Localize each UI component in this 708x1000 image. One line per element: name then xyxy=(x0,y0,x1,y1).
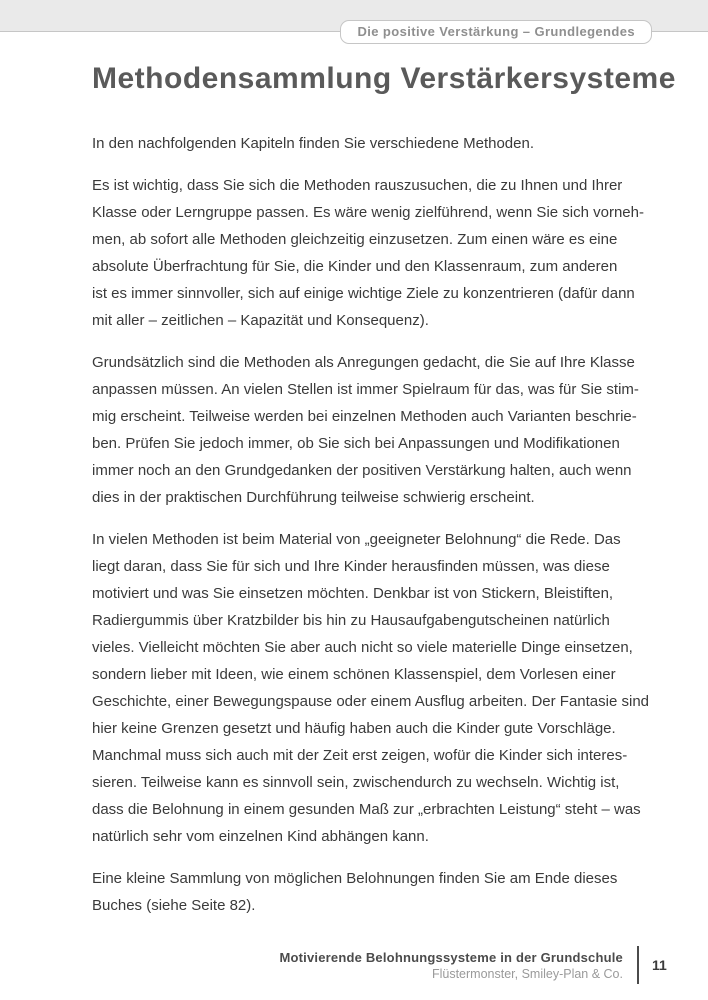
paragraph xyxy=(92,130,634,157)
text-line: Klasse oder Lerngruppe passen. Es wäre wenig zielführend, wenn Sie sich vorneh- xyxy=(92,204,644,221)
paragraph xyxy=(92,526,649,850)
text-line: hier keine Grenzen gesetzt und häufig haben auch die Kinder gute Vorschläge. xyxy=(92,720,616,737)
text-line: In den nachfolgenden Kapiteln finden Sie verschiedene Methoden. xyxy=(92,135,534,152)
chapter-tab-label: Die positive Verstärkung – Grundlegendes xyxy=(357,24,635,39)
text-line: dies in der praktischen Durchführung teilweise schwierig erscheint. xyxy=(92,489,535,506)
text-line: Buches (siehe Seite 82). xyxy=(92,897,256,914)
paragraph xyxy=(92,172,644,334)
text-line: liegt daran, dass Sie für sich und Ihre Kinder herausfinden müssen, was diese xyxy=(92,558,610,575)
text-line: anpassen müssen. An vielen Stellen ist immer Spielraum für das, was für Sie stim- xyxy=(92,381,639,398)
text-line: Eine kleine Sammlung von möglichen Belohnungen finden Sie am Ende dieses xyxy=(92,870,618,887)
text-line: natürlich sehr vom einzelnen Kind abhängen kann. xyxy=(92,828,429,845)
text-line: ist es immer sinnvoller, sich auf einige wichtige Ziele zu konzentrieren (dafür dann xyxy=(92,285,635,302)
paragraph xyxy=(92,349,639,511)
text-line: Geschichte, einer Bewegungspause oder einem Ausflug arbeiten. Der Fantasie sind xyxy=(92,693,649,710)
footer-text xyxy=(279,949,623,982)
text-line: dass die Belohnung in einem gesunden Maß zur „erbrachten Leistung“ steht – was xyxy=(92,801,641,818)
text-line: immer noch an den Grundgedanken der positiven Verstärkung halten, auch wenn xyxy=(92,462,632,479)
text-line: In vielen Methoden ist beim Material von „geeigneter Belohnung“ die Rede. Das xyxy=(92,531,621,548)
text-line: ben. Prüfen Sie jedoch immer, ob Sie sich bei Anpassungen und Modifikationen xyxy=(92,435,620,452)
text-line: mit aller – zeitlichen – Kapazität und Konsequenz). xyxy=(92,312,429,329)
text-line: Grundsätzlich sind die Methoden als Anregungen gedacht, die Sie auf Ihre Klasse xyxy=(92,354,635,371)
page-number: 11 xyxy=(652,957,667,973)
text-line: sondern lieber mit Ideen, wie einem schönen Klassenspiel, dem Vorlesen einer xyxy=(92,666,616,683)
text-line: mig erscheint. Teilweise werden bei einzelnen Methoden auch Varianten beschrie- xyxy=(92,408,637,425)
footer-book-title: Motivierende Belohnungssysteme in der Grundschule xyxy=(279,949,623,965)
text-line: Radiergummis über Kratzbilder bis hin zu Hausaufgabengutscheinen natürlich xyxy=(92,612,610,629)
footer-book-subtitle: Flüstermonster, Smiley-Plan & Co. xyxy=(431,966,623,981)
text-line: Manchmal muss sich auch mit der Zeit erst zeigen, wofür die Kinder sich interes- xyxy=(92,747,628,764)
text-line: absolute Überfrachtung für Sie, die Kinder und den Klassenraum, zum anderen xyxy=(92,258,618,275)
text-line: Es ist wichtig, dass Sie sich die Methoden rauszusuchen, die zu Ihnen und Ihrer xyxy=(92,177,623,194)
text-line: men, ab sofort alle Methoden gleichzeitig einzusetzen. Zum einen wäre es eine xyxy=(92,231,618,248)
footer-divider xyxy=(637,946,639,984)
text-line: sieren. Teilweise kann es sinnvoll sein, zwischendurch zu wechseln. Wichtig ist, xyxy=(92,774,620,791)
page-footer xyxy=(279,946,670,984)
page-title: Methodensammlung Verstärkersysteme xyxy=(92,62,676,95)
text-line: vieles. Vielleicht möchten Sie aber auch nicht so viele materielle Dinge einsetzen, xyxy=(92,639,633,656)
paragraph xyxy=(92,865,634,919)
body-text xyxy=(92,130,649,919)
page-content xyxy=(92,32,676,919)
text-line: motiviert und was Sie einsetzen möchten. Denkbar ist von Stickern, Bleistiften, xyxy=(92,585,614,602)
chapter-tab xyxy=(340,20,652,44)
